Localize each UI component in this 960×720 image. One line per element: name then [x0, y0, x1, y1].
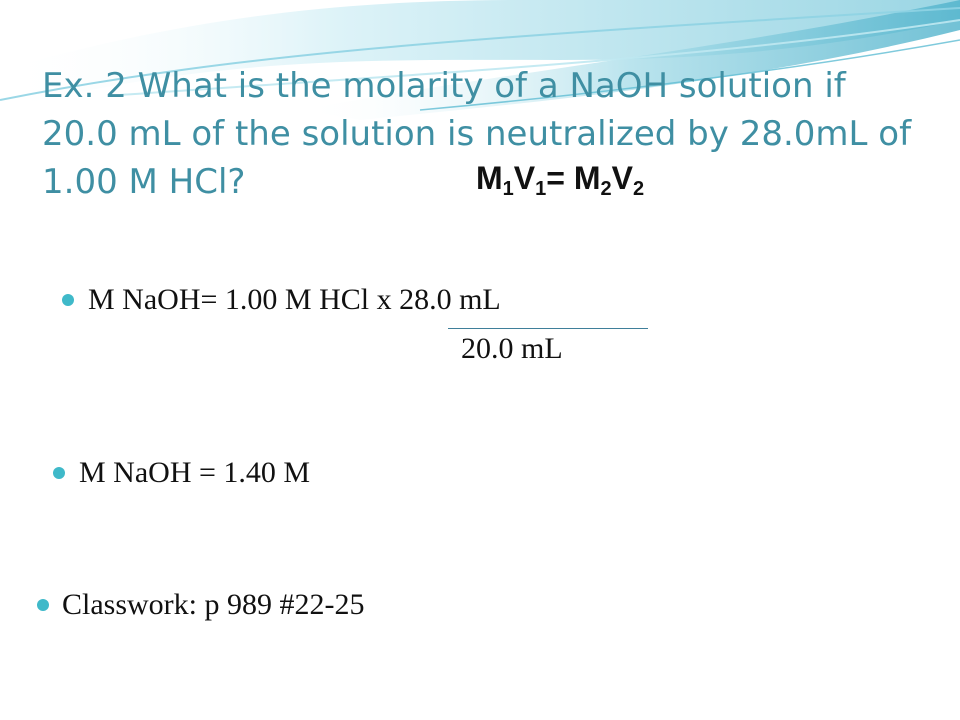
- formula-sub-2: 1: [535, 178, 547, 200]
- formula-m2: M: [573, 160, 601, 196]
- formula-m1v1-m2v2: [476, 160, 644, 201]
- slide-title: Ex. 2 What is the molarity of a NaOH solution if 20.0 mL of the solution is neutralized by 28.0mL of 1.00 M HCl?: [42, 66, 912, 202]
- formula-sub-4: 2: [632, 178, 645, 200]
- formula-equals: =: [546, 160, 574, 196]
- fraction-line: [448, 328, 648, 329]
- bullet-dot-3: [37, 599, 49, 611]
- formula-sub-1: 1: [502, 178, 514, 200]
- bullet-3-text: Classwork: p 989 #22-25: [62, 588, 365, 621]
- formula-sub-3: 2: [600, 178, 612, 200]
- bullet-dot-2: [53, 467, 65, 479]
- denominator-text: 20.0 mL: [461, 332, 563, 365]
- formula-v2: V: [611, 160, 633, 196]
- formula-v1: V: [513, 160, 536, 196]
- bullet-1-text: M NaOH= 1.00 M HCl x 28.0 mL: [88, 283, 501, 316]
- bullet-2-text: M NaOH = 1.40 M: [79, 456, 311, 489]
- bullet-dot-1: [62, 294, 74, 306]
- formula-m1: M: [476, 160, 503, 196]
